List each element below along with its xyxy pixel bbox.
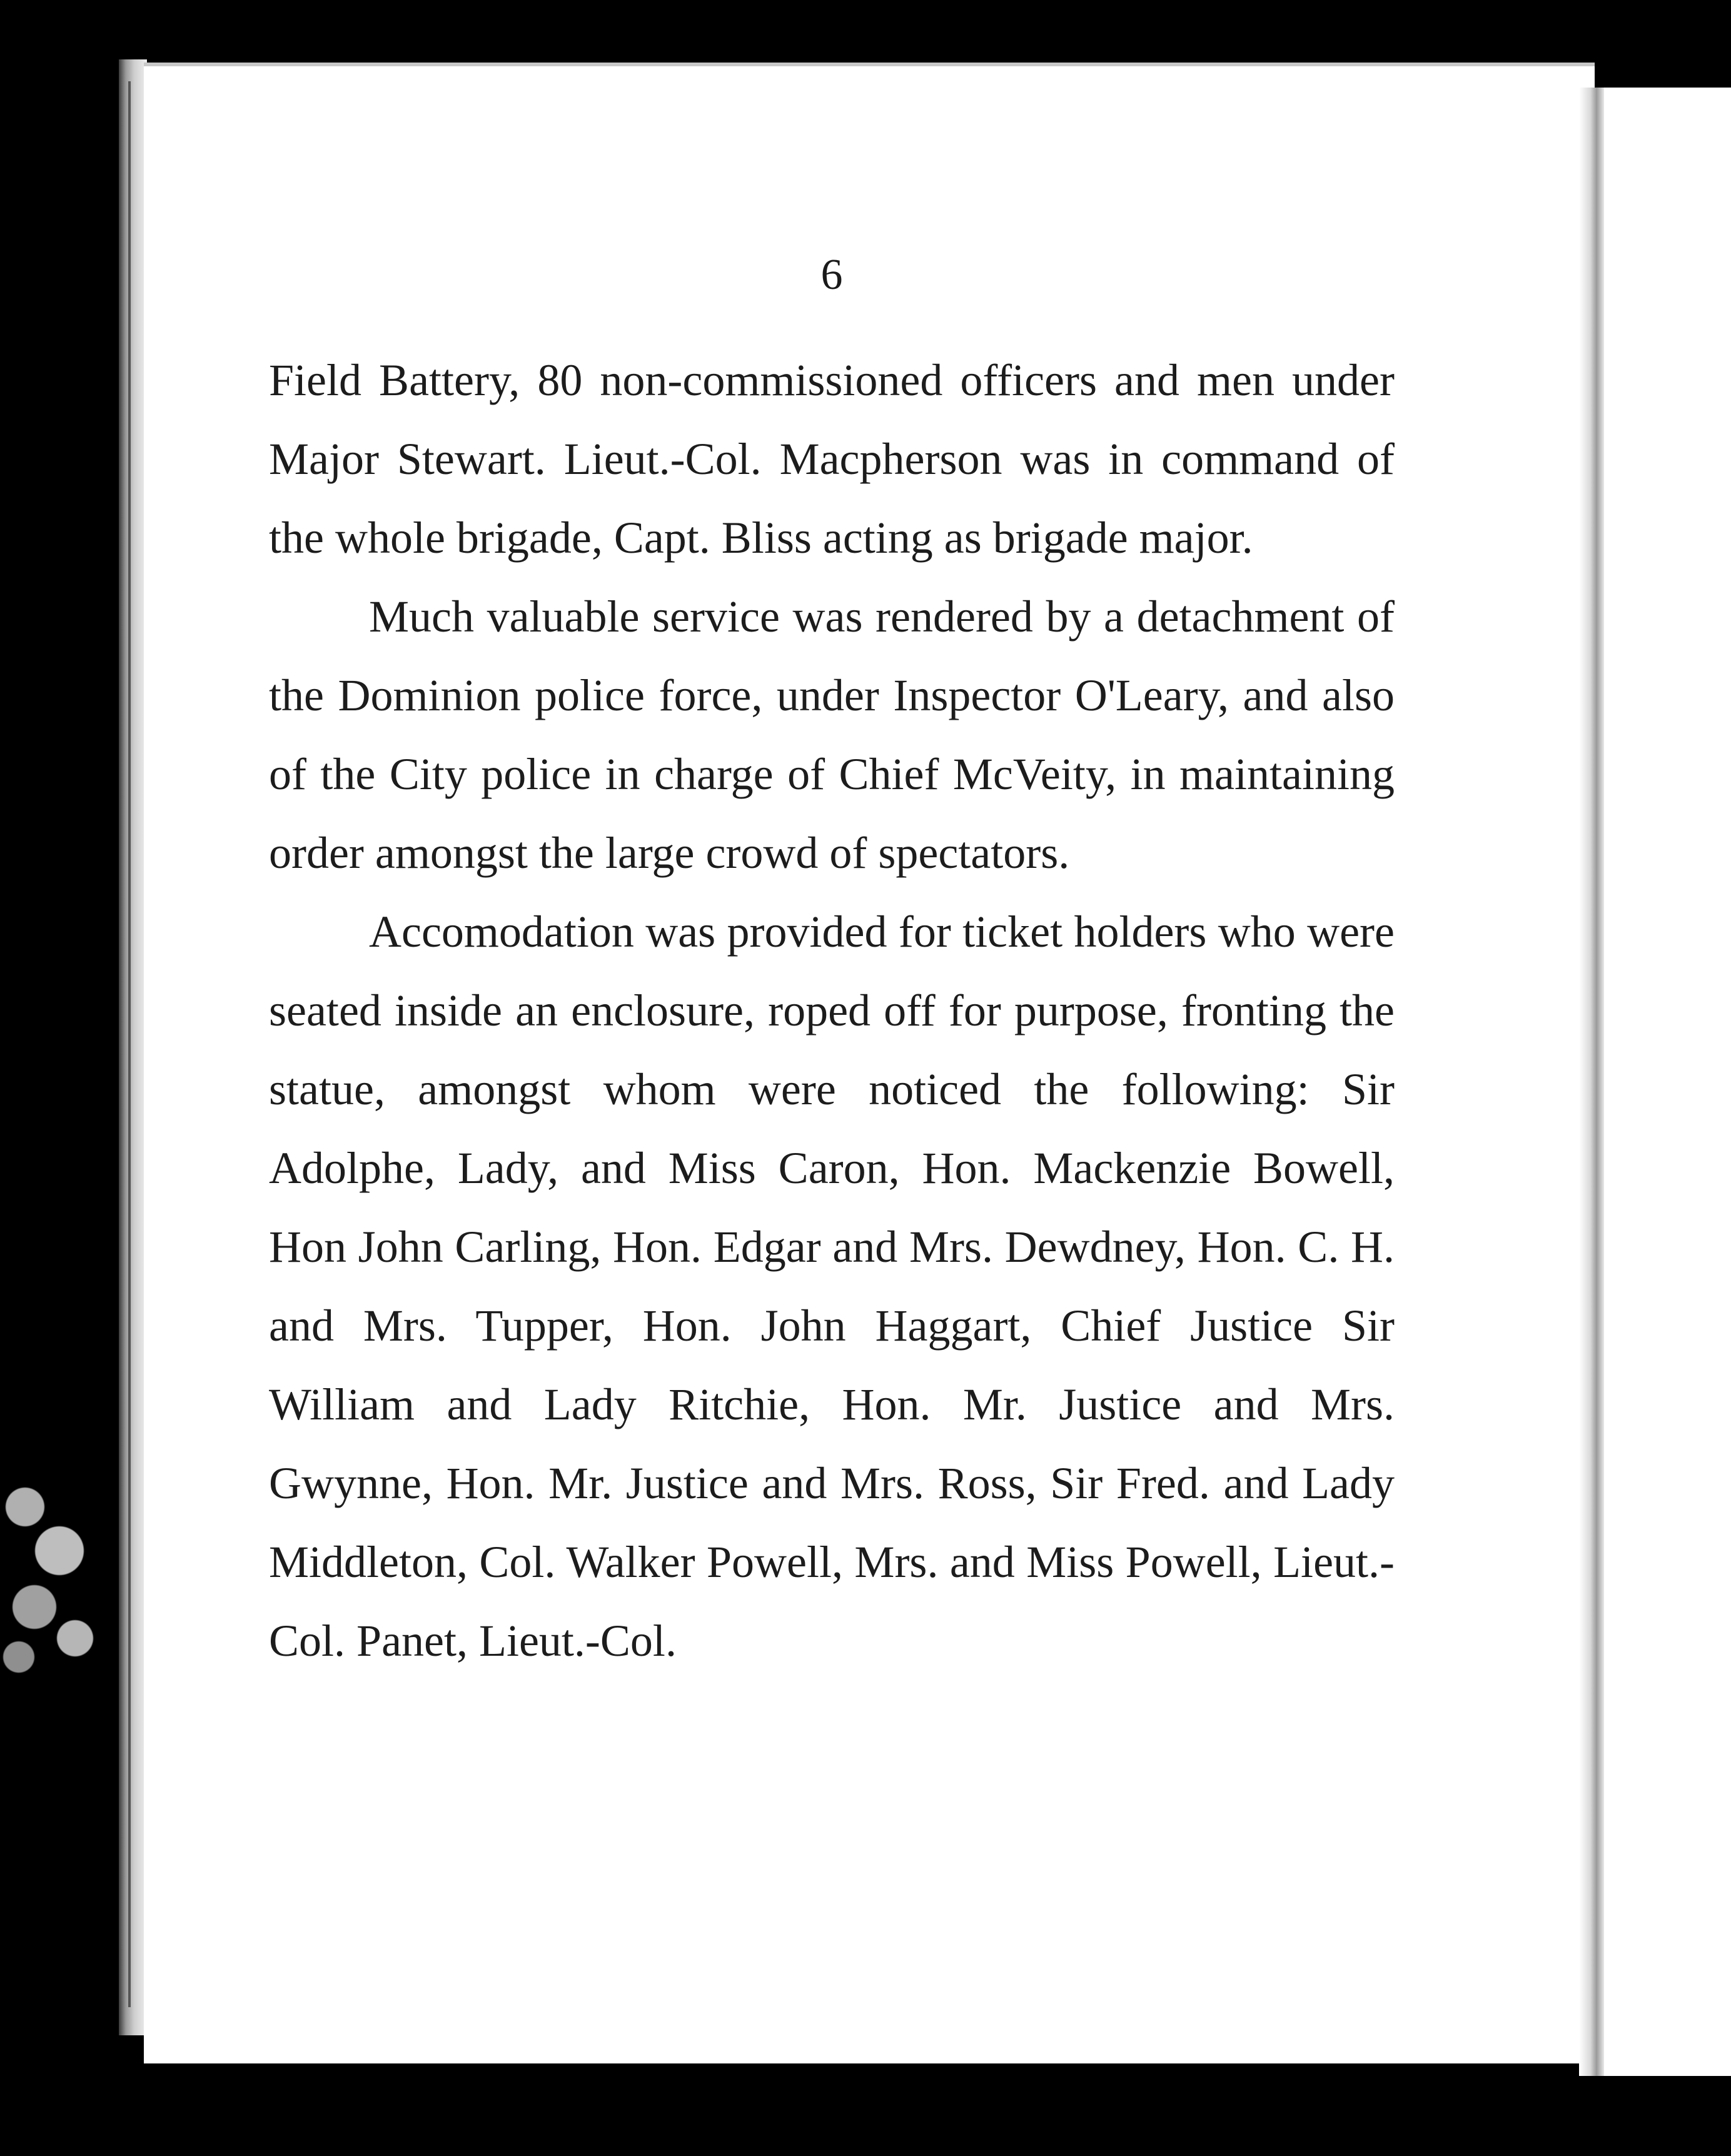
paragraph: Much valuable service was rendered by a detachment of the Dominion police force, under Inspector O'Leary, and also of the City police in charge of Chief McVeity, in maintaining order amongst the large crowd of spectators. — [269, 592, 1395, 878]
left-page-edges — [119, 59, 147, 2035]
scan-artifact — [0, 1457, 106, 1688]
page-gutter — [1579, 88, 1604, 2076]
left-edge-line — [128, 81, 131, 2007]
body-text — [269, 341, 1395, 1680]
paragraph: Accomodation was provided for ticket holders who were seated inside an enclosure, roped off for purpose, fronting the statue, amongst whom were noticed the following: Sir Adolphe, Lady, and Miss Caron, Hon. Mackenzie Bowell, Hon John Carling, Hon. Edgar and Mrs. Dewdney, Hon. C. H. and Mrs. Tupper, Hon. John Haggart, Chief Justice Sir William and Lady Ritchie, Hon. Mr. Justice and Mrs. Gwynne, Hon. Mr. Justice and Mrs. Ross, Sir Fred. and Lady Middleton, Col. Walker Powell, Mrs. and Miss Powell, Lieut.-Col. Panet, Lieut.-Col. — [269, 907, 1395, 1666]
page-number: 6 — [820, 251, 843, 299]
paragraph: Field Battery, 80 non-commissioned officers and men under Major Stewart. Lieut.-Col. Macpherson was in command of the whole brigade, Capt. Bliss acting as brigade major. — [269, 355, 1395, 563]
facing-page-strip — [1588, 88, 1731, 2076]
